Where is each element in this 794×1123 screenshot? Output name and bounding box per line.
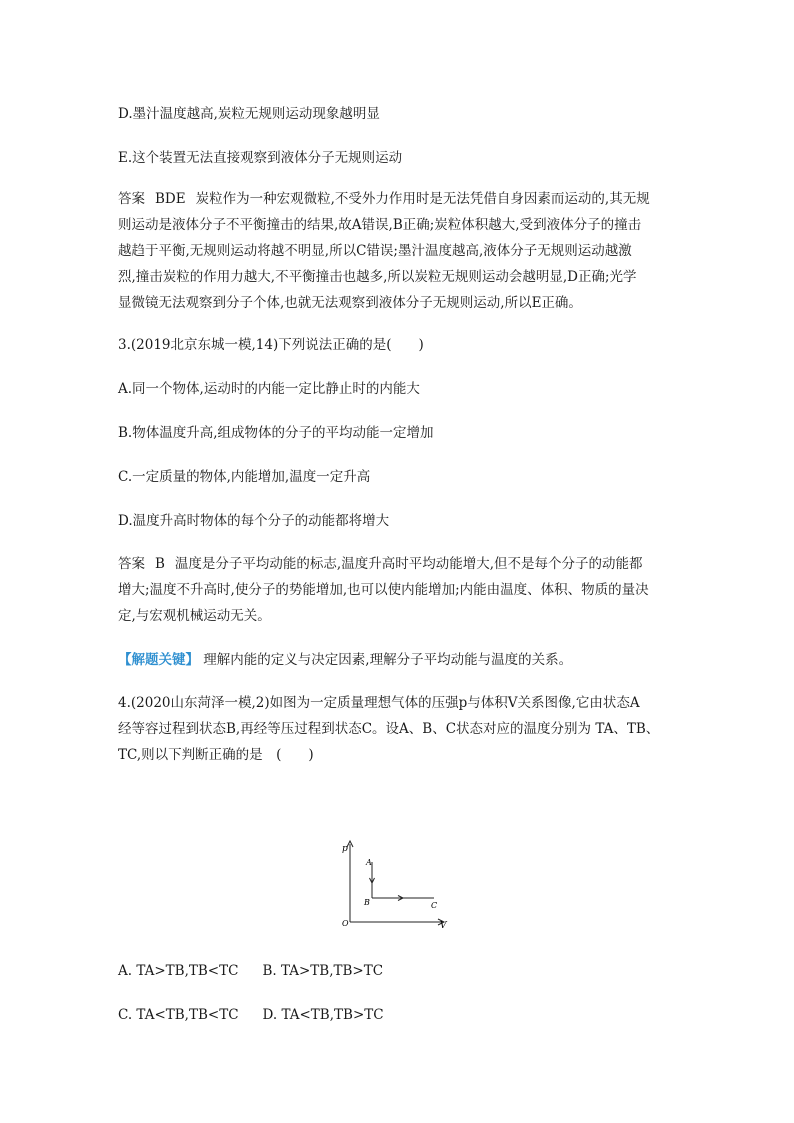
q4-stem-line-1: 4.(2020山东菏泽一模,2)如图为一定质量理想气体的压强p与体积V关系图像,它由状态A xyxy=(118,695,640,711)
q2-explanation-line-2: 则运动是液体分子不平衡撞击的结果,故A错误,B正确;炭粒体积越大,受到液体分子的撞击 xyxy=(118,217,642,233)
q4-option-c: C. TA<TB,TB<TC xyxy=(118,1007,239,1023)
point-c-label: C xyxy=(431,901,438,910)
key-point-label: 【解题关键】 xyxy=(118,652,199,668)
q4-stem-line-3: TC,则以下判断正确的是 ( ) xyxy=(118,747,314,763)
q3-explanation-line-3: 定,与宏观机械运动无关。 xyxy=(118,608,271,624)
q3-stem: 3.(2019北京东城一模,14)下列说法正确的是( ) xyxy=(118,337,424,353)
q3-key-point xyxy=(118,651,698,669)
q3-option-a: A.同一个物体,运动时的内能一定比静止时的内能大 xyxy=(118,381,420,397)
q2-explanation-line-4: 烈,撞击炭粒的作用力越大,不平衡撞击也越多,所以炭粒无规则运动会越明显,D正确;光学 xyxy=(118,269,637,285)
answer-label: 答案 xyxy=(118,556,145,572)
q4-option-a: A. TA>TB,TB<TC xyxy=(118,963,239,979)
q4-stem-line-2: 经等容过程到状态B,再经等压过程到状态C。设A、B、C状态对应的温度分别为 TA、TB、 xyxy=(118,721,660,737)
q2-answer-line-1 xyxy=(118,190,698,208)
q4-option-b: B. TA>TB,TB>TC xyxy=(262,963,384,979)
q3-option-c: C.一定质量的物体,内能增加,温度一定升高 xyxy=(118,469,371,485)
q3-option-d: D.温度升高时物体的每个分子的动能都将增大 xyxy=(118,513,390,529)
p-axis-label: p xyxy=(342,844,348,854)
explanation-text: 温度是分子平均动能的标志,温度升高时平均动能增大,但不是每个分子的动能都 xyxy=(174,556,643,572)
answer-code: B xyxy=(155,556,165,572)
explanation-text: 炭粒作为一种宏观微粒,不受外力作用时是无法凭借自身因素而运动的,其无规 xyxy=(195,191,650,207)
v-axis-label: V xyxy=(440,921,447,930)
q3-option-b: B.物体温度升高,组成物体的分子的平均动能一定增加 xyxy=(118,425,434,441)
point-b-label: B xyxy=(364,898,370,907)
origin-label: O xyxy=(342,919,349,928)
q4-option-d: D. TA<TB,TB>TC xyxy=(262,1007,384,1023)
key-point-text: 理解内能的定义与决定因素,理解分子平均动能与温度的关系。 xyxy=(203,652,573,668)
answer-label: 答案 xyxy=(118,191,145,207)
point-a-label: A xyxy=(366,858,372,867)
pv-diagram xyxy=(334,838,454,930)
q2-option-d: D.墨汁温度越高,炭粒无规则运动现象越明显 xyxy=(118,106,380,122)
q4-options-row-1 xyxy=(118,962,698,980)
q3-answer-line-1 xyxy=(118,555,698,573)
q2-explanation-line-5: 显微镜无法观察到分子个体,也就无法观察到液体分子无规则运动,所以E正确。 xyxy=(118,295,582,311)
q2-explanation-line-3: 越趋于平衡,无规则运动将越不明显,所以C错误;墨汁温度越高,液体分子无规则运动越激 xyxy=(118,243,632,259)
q3-explanation-line-2: 增大;温度不升高时,使分子的势能增加,也可以使内能增加;内能由温度、体积、物质的量决 xyxy=(118,582,649,598)
answer-code: BDE xyxy=(155,191,186,207)
q2-option-e: E.这个装置无法直接观察到液体分子无规则运动 xyxy=(118,150,403,166)
q4-options-row-2 xyxy=(118,1006,698,1024)
